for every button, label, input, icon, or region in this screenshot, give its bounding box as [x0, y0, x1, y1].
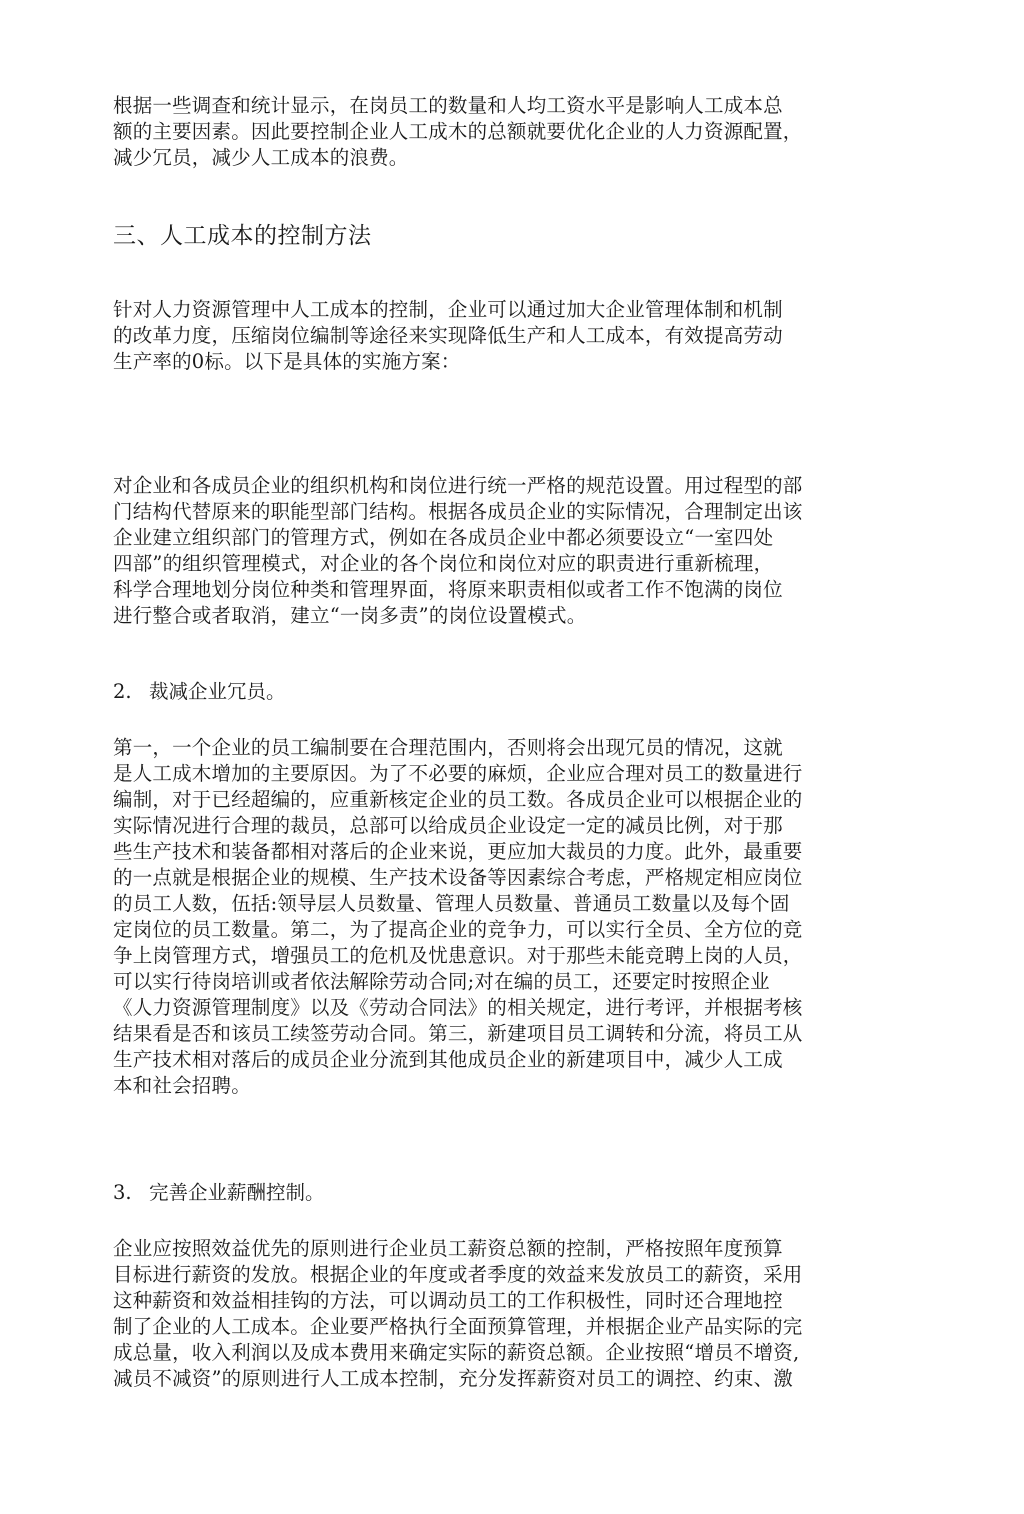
text-line: 四部”的组织管理模式，对企业的各个岗位和岗位对应的职责进行重新梳理，	[113, 552, 774, 575]
list-item-3	[113, 1180, 325, 1206]
text-line: 成总量，收入利润以及成本费用来确定实际的薪资总额。企业按照“增员不增资,	[113, 1341, 800, 1364]
text-line: 企业建立组织部门的管理方式，例如在各成员企业中都必须要设立“一室四处	[113, 526, 774, 549]
text-line: 《人力资源管理制度》以及《劳动合同法》的相关规定，进行考评，并根据考核	[113, 996, 803, 1019]
paragraph-intro	[113, 93, 803, 171]
text-line: 结果看是否和该员工续签劳动合同。第三，新建项目员工调转和分流，将员工从	[113, 1022, 803, 1045]
text-line: 本和社会招聘。	[113, 1074, 251, 1097]
text-line: 根据一些调查和统计显示，在岗员工的数量和人均工资水平是影响人工成本总	[113, 94, 783, 117]
list-number: 3.	[113, 1181, 132, 1204]
text-line: 科学合理地划分岗位种类和管理界面，将原来职责相似或者工作不饱满的岗位	[113, 578, 783, 601]
paragraph-organization	[113, 473, 803, 629]
text-line: 第一，一个企业的员工编制要在合理范围内，否则将会出现冗员的情况，这就	[113, 736, 783, 759]
text-line: 争上岗管理方式，增强员工的危机及忧患意识。对于那些未能竞聘上岗的人员，	[113, 944, 803, 967]
text-line: 生产率的0标。以下是具体的实施方案：	[113, 350, 461, 373]
text-line: 减少冗员，减少人工成本的浪费。	[113, 146, 409, 169]
text-line: 编制，对于已经超编的，应重新核定企业的员工数。各成员企业可以根据企业的	[113, 788, 803, 811]
text-line: 这种薪资和效益相挂钩的方法，可以调动员工的工作积极性，同时还合理地控	[113, 1289, 783, 1312]
text-line: 些生产技术和装备都相对落后的企业来说，更应加大裁员的力度。此外，最重要	[113, 840, 803, 863]
paragraph-methods-intro	[113, 297, 783, 375]
text-line: 生产技术相对落后的成员企业分流到其他成员企业的新建项目中，减少人工成	[113, 1048, 783, 1071]
list-item-2	[113, 679, 286, 705]
paragraph-compensation	[113, 1236, 803, 1392]
text-line: 针对人力资源管理中人工成本的控制，企业可以通过加大企业管理体制和机制	[113, 298, 783, 321]
text-line: 企业应按照效益优先的原则进行企业员工薪资总额的控制，严格按照年度预算	[113, 1237, 783, 1260]
list-number: 2.	[113, 680, 132, 703]
text-line: 可以实行待岗培训或者依法解除劳动合同;对在编的员工，还要定时按照企业	[113, 970, 770, 993]
text-line: 减员不减资”的原则进行人工成本控制，充分发挥薪资对员工的调控、约束、激	[113, 1367, 793, 1390]
section-heading: 三、人工成本的控制方法	[113, 223, 372, 249]
text-line: 的一点就是根据企业的规模、生产技术设备等因素综合考虑，严格规定相应岗位	[113, 866, 803, 889]
list-item-text: 裁减企业冗员。	[149, 680, 286, 703]
text-line: 是人工成木增加的主要原因。为了不必要的麻烦，企业应合理对员工的数量进行	[113, 762, 803, 785]
text-line: 进行整合或者取消，建立“一岗多责”的岗位设置模式。	[113, 604, 587, 627]
text-line: 的改革力度，压缩岗位编制等途径来实现降低生产和人工成本，有效提高劳动	[113, 324, 783, 347]
list-item-text: 完善企业薪酬控制。	[149, 1181, 325, 1204]
paragraph-staff-reduction	[113, 735, 803, 1099]
text-line: 的员工人数，伍括:领导层人员数量、管理人员数量、普通员工数量以及每个固	[113, 892, 790, 915]
text-line: 门结构代替原来的职能型部门结构。根据各成员企业的实际情况，合理制定出该	[113, 500, 803, 523]
text-line: 制了企业的人工成本。企业要严格执行全面预算管理，并根据企业产品实际的完	[113, 1315, 803, 1338]
text-line: 定岗位的员工数量。第二，为了提高企业的竞争力，可以实行全员、全方位的竞	[113, 918, 803, 941]
text-line: 实际情况进行合理的裁员，总部可以给成员企业设定一定的减员比例，对于那	[113, 814, 783, 837]
text-line: 额的主要因素。因此要控制企业人工成木的总额就要优化企业的人力资源配置，	[113, 120, 803, 143]
text-line: 目标进行薪资的发放。根据企业的年度或者季度的效益来发放员工的薪资，采用	[113, 1263, 803, 1286]
text-line: 对企业和各成员企业的组织机构和岗位进行统一严格的规范设置。用过程型的部	[113, 474, 803, 497]
